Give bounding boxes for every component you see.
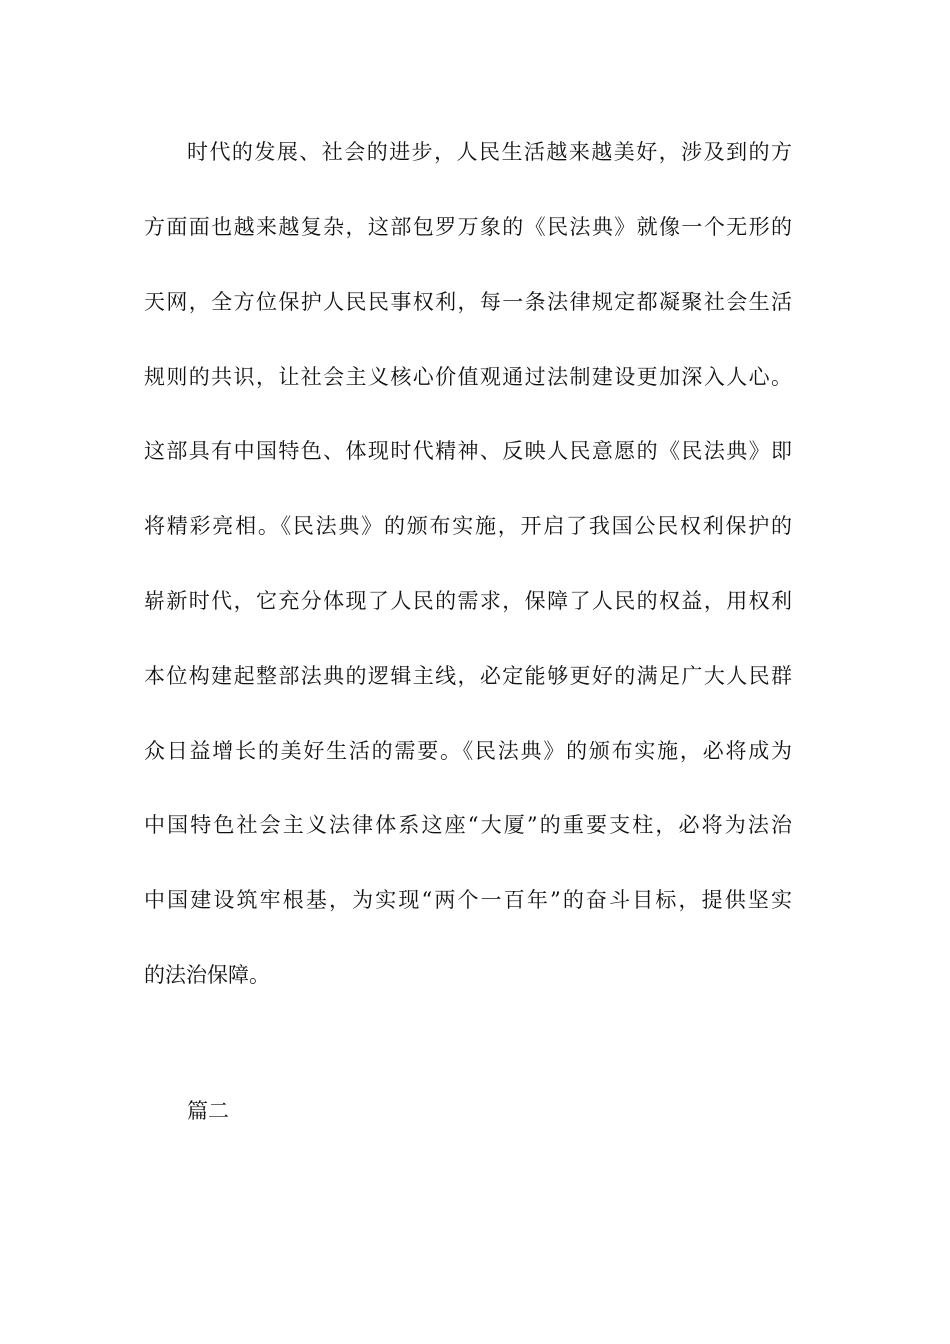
paragraph-line-1: 时代的发展、社会的进步，人民生活越来越美好，涉及到的方 [187, 140, 792, 164]
paragraph-line-12: 的法治保障。 [144, 963, 270, 987]
paragraph-line-9: 众日益增长的美好生活的需要。《民法典》的颁布实施，必将成为 [144, 739, 792, 763]
section-heading: 篇二 [187, 1099, 229, 1123]
paragraph-line-10: 中国特色社会主义法律体系这座“大厦”的重要支柱，必将为法治 [144, 813, 792, 837]
paragraph-line-6: 将精彩亮相。《民法典》的颁布实施，开启了我国公民权利保护的 [144, 514, 792, 538]
paragraph-line-11: 中国建设筑牢根基，为实现“两个一百年”的奋斗目标，提供坚实 [144, 888, 792, 912]
paragraph-line-5: 这部具有中国特色、体现时代精神、反映人民意愿的《民法典》即 [144, 439, 792, 463]
paragraph-line-7: 崭新时代，它充分体现了人民的需求，保障了人民的权益，用权利 [144, 589, 792, 613]
paragraph-line-8: 本位构建起整部法典的逻辑主线，必定能够更好的满足广大人民群 [144, 664, 792, 688]
paragraph-line-3: 天网，全方位保护人民民事权利，每一条法律规定都凝聚社会生活 [144, 290, 792, 314]
paragraph-line-4: 规则的共识，让社会主义核心价值观通过法制建设更加深入人心。 [144, 365, 792, 389]
paragraph-line-2: 方面面也越来越复杂，这部包罗万象的《民法典》就像一个无形的 [144, 215, 792, 239]
